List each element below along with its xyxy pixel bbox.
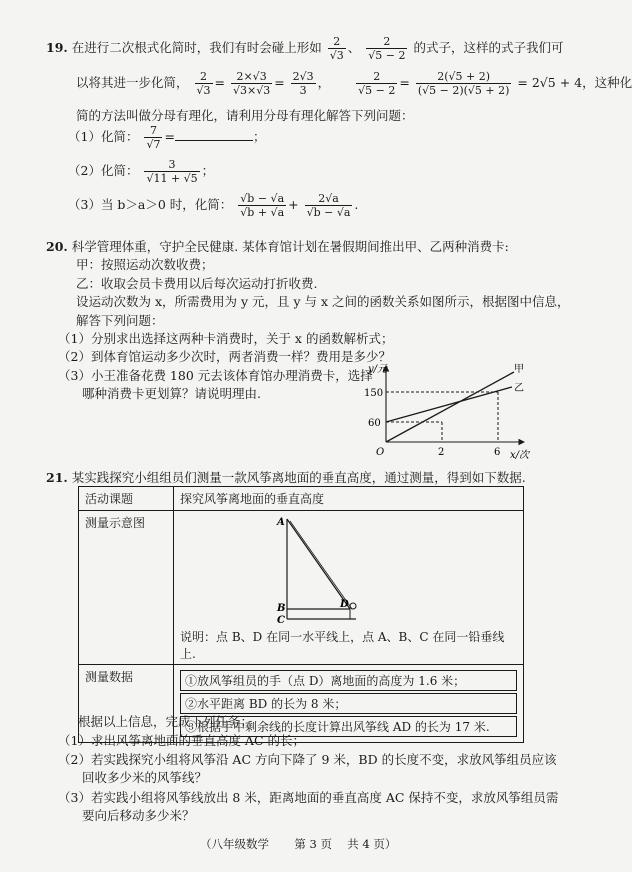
q19-line2: 以将其进一步化简， $\frac{2}{√3}$ = $\frac{2\times√3}{√3\times√3}$ = $\frac{2√3}{3}$ ， $\frac{2}{√5 - 2}$ = $\frac{2(√5 + 2)}{(√5 - 2)(√5 + 2)}$ = 2√5 + 4，这种化: [76, 70, 632, 97]
y-axis-label: y/元: [368, 364, 388, 375]
x-axis-label: x/次: [510, 450, 530, 461]
line-ad: [287, 519, 350, 609]
q20-line2: 甲：按照运动次数收费；: [76, 257, 214, 272]
point-b-label: B: [277, 603, 286, 614]
line-jia-label: 甲: [514, 364, 524, 375]
person-head: [350, 603, 356, 609]
data-item-1: ①放风筝组员的手（点 D）离地面的高度为 1.6 米；: [180, 670, 517, 691]
line-ad-shadow: [290, 521, 352, 609]
q21-task-intro: 根据以上信息，完成下列任务：: [78, 714, 254, 729]
page-footer: [200, 836, 396, 852]
point-a-label: A: [277, 517, 285, 528]
line-jia: [386, 372, 514, 442]
q21-line1: 21. 某实践探究小组组员们测量一款风筝离地面的垂直高度，通过测量，得到如下数据.: [46, 470, 526, 485]
q19-p1-answer-blank: [175, 128, 253, 141]
q19-intro1-tail: 的式子，这样的式子我们可: [413, 40, 564, 55]
line-yi-label: 乙: [514, 383, 524, 394]
q20-line4: 设运动次数为 x，所需费用为 y 元，且 y 与 x 之间的函数关系如图所示，根据图中信息，: [76, 294, 570, 309]
row-topic-label: 活动课题: [79, 487, 174, 511]
q19-eq2-result: = 2√5 + 4: [517, 75, 583, 90]
q20-function-graph: [364, 358, 534, 462]
q19-intro3: 简的方法叫做分母有理化，请利用分母有理化解答下列问题：: [76, 108, 414, 123]
point-d-label: D: [340, 599, 349, 610]
q20-line1: 20. 科学管理体重，守护全民健康. 某体育馆计划在暑假期间推出甲、乙两种消费卡:: [46, 239, 509, 254]
q21-t3b: 要向后移动多少米？: [82, 808, 195, 823]
q20-line5: 解答下列问题：: [76, 313, 164, 328]
kite-diagram: [180, 513, 480, 625]
q21-t3a: （3）若实践小组将风筝线放出 8 米，距离地面的垂直高度 AC 保持不变，求放风筝组员需: [58, 790, 559, 805]
q20-p1: （1）分别求出选择这两种卡消费时，关于 x 的函数解析式；: [58, 331, 394, 346]
q20-p2: （2）到体育馆运动多少次时，两者消费一样？费用是多少？: [58, 349, 391, 364]
q19-frac-b: $\frac{2}{√5 - 2}$: [368, 35, 406, 62]
q19-p2: （2）化简： $\frac{3}{√11 + √5}$ ；: [68, 158, 215, 185]
x-tick-2: 2: [438, 447, 445, 458]
q19-line1: 19. 在进行二次根式化简时，我们有时会碰上形如 $\frac{2}{√3}$ 、 $\frac{2}{√5 - 2}$ 的式子，这样的式子我们可: [46, 35, 564, 62]
table-row: [79, 511, 524, 665]
y-tick-60: 60: [368, 418, 381, 429]
diagram-note: 说明：点 B、D 在同一水平线上，点 A、B、C 在同一铅垂线上.: [180, 630, 505, 661]
q21-t1: （1）求出风筝离地面的垂直高度 AC 的长；: [58, 733, 305, 748]
q21-t2b: 回收多少米的风筝线？: [82, 770, 208, 785]
q19-intro2: 以将其进一步化简，: [76, 75, 189, 90]
data-item-3: ③根据手中剩余线的长度计算出风筝线 AD 的长为 17 米.: [180, 716, 517, 737]
table-row: [79, 487, 524, 511]
row-topic-value: 探究风筝离地面的垂直高度: [174, 487, 524, 511]
q19-p1: （1）化简： $\frac{7}{√7}$ = ；: [68, 124, 266, 151]
data-item-2: ②水平距离 BD 的长为 8 米；: [180, 693, 517, 714]
q21-activity-table: [78, 486, 524, 743]
q20-line3: 乙：收取会员卡费用以后每次运动打折收费.: [76, 276, 318, 291]
row-diagram-label: 测量示意图: [79, 511, 174, 665]
point-c-label: C: [277, 615, 285, 626]
footer-page: 第 3 页: [294, 837, 332, 851]
q20-p3a: （3）小王准备花费 180 元去该体育馆办理消费卡，选择: [58, 368, 373, 383]
q21-number: 21.: [46, 470, 68, 485]
footer-total: 共 4 页）: [347, 837, 397, 851]
origin-label: O: [376, 447, 385, 458]
row-data-label: 测量数据: [79, 665, 174, 743]
footer-subject: （八年级数学: [200, 837, 269, 851]
q19-number: 19.: [46, 40, 68, 55]
q19-intro1: 在进行二次根式化简时，我们有时会碰上形如: [71, 40, 322, 55]
x-tick-6: 6: [494, 447, 501, 458]
q19-frac-a: $\frac{2}{√3}$: [329, 35, 344, 62]
q20-p3b: 哪种消费卡更划算？请说明理由.: [82, 386, 261, 401]
q19-p3: （3）当 b＞a＞0 时，化简： $\frac{√b - √a}{√b + √a}$ + $\frac{2√a}{√b - √a}$ .: [68, 192, 359, 219]
q21-t2a: （2）若实践探究小组将风筝沿 AC 方向下降了 9 米，BD 的长度不变，求放风筝组员应该: [58, 752, 557, 767]
y-tick-150: 150: [364, 388, 384, 399]
q20-number: 20.: [46, 239, 68, 254]
